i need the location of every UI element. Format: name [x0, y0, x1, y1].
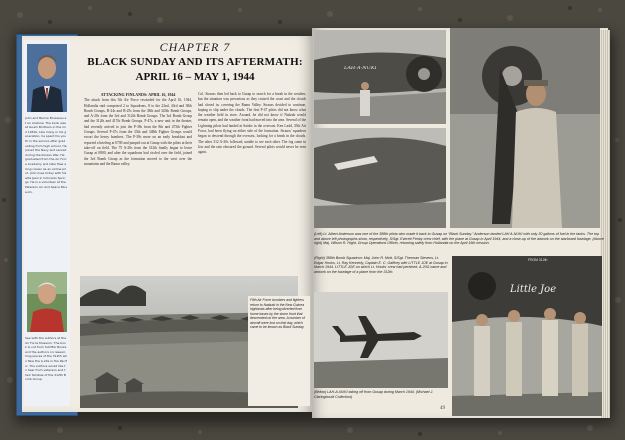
section-heading: ATTACKING FINLANDS: APRIL 16, 1944	[100, 92, 176, 97]
right-body-column: Col. Strauss then led back to Gusap to search for a break in the weather, but the situation was precarious as they cruised the coast and the clouds had closed in, covering the Ramu Valley. Strauss decided to continue, hoping to slip under the clouds. The first P-47 pilots did not know what the weather held in store. Around, he did not know if Nadzab would remain open, and the weather front had moved into the area. Several of the Lightning pilots had landed at Saidor in the overcast. Ken Ladd, 35th Air Force, had been flying on either side of the formation. Strauss' squadron began to descend through the overcast, looking for a break in the clouds. The other 312 A-20s followed, unable to see each other. The fog came in low and the rain obscured the ground. Several pilots would never be seen again.	[198, 92, 306, 155]
aircraft-nose-art-photo	[314, 30, 446, 124]
chapter-title: BLACK SUNDAY AND ITS AFTERMATH:	[87, 56, 303, 68]
aircraft-closeup-photo	[314, 128, 446, 228]
nose-art-little-joe: Little Joe	[510, 284, 557, 295]
caption-bottom-left: (Below) LAH-A-NUKI taking off from Gusap during March 1944. (Michael J. Claringbould Collection)	[314, 390, 434, 399]
pilot-propeller-photo	[450, 28, 600, 228]
caption-top-right: (Left) Lt. Albert Anderson was one of the 388th pilots who made it back to Gusap on “Black Sunday.” Anderson landed LAH A-NUKI with only 30 gallons of fuel in the tanks. The top and above left photographs show, respectively, S/Sgt. Everett Fenby crew chief, with the plane at Gusap in April 1944, and a close-up of the artwork on the starboard fuselage. (Above right) Maj. Wilson R. Hight, Group Operations Officer, returning safely from Hollandia on the April 16th mission.	[314, 232, 604, 245]
photo-label-bottom: FROM 312th	[528, 258, 548, 262]
airfield-photo-caption: Fifth Air Force bombers and fighters return to Nadzab in the New Guinea highlands after being diverted from home bases by the storm front that descended on the area. A number of aircraft were lost on that day, which came to be known as Black Sunday.	[248, 296, 310, 406]
little-joe-crew-photo	[452, 256, 602, 416]
author-bio-text-top: John and Bernie Brusseau at an Airshow. The book was at Guam Brothers in the mid 1950s. Like many in his generation, he spent his youth in the service after graduating from high school. He joined the Navy and served during the Korean War. He graduated from the Air Force Academy and later flew a long career as an airline pilot. John lives today with his wife Jean in Colorado Springs. He is a volunteer at the Peterson Air and Space Museum.	[25, 116, 67, 194]
left-column-text: The attack from this 5th Air Force rescinded for the April 16, 1944, Hollandia raid comprised 2 to Squadrons, 8 to the 22nd, 43rd and 38th Bomb Groups, B-24s and B-25s from the 38th and 345th Bomb Groups, and A-20s from the 3rd and 312th Bomb Groups. The 3rd Bomb Group and the 312th and 417th Bomb Groups, P-47s, a new unit in the theater, had recently arrived to join the P-38s from the 8th and 475th Fighter Groups. Several P-47s from the 35th and 348th Fighter Groups would escort the heavy bombers. The P-38s more on an early breakfast and reported a briefing at 0700 and jumped out at Gusap with the pilots at their take-off on field. The 75 A-20s from the 312th finally began to leave Gusap at 0800, and after the squadrons had circled over the field, joined the 3rd Bomb Group as the formation moved to the west over the mountains and the Ramu valley.	[84, 98, 192, 166]
chapter-label: CHAPTER 7	[159, 40, 231, 54]
page-number-right: 49	[440, 406, 445, 411]
author-portrait-top	[27, 44, 67, 112]
author-portrait-bottom	[27, 272, 67, 332]
chapter-dates: APRIL 16 – MAY 1, 1944	[135, 71, 255, 83]
caption-mid-right: (Right) 388th Bomb Squadron: Maj. John R. Mott, S/Sgt. Therman Stevens, Lt. Edgar Hooks, Lt. Ray Kennedy, Captain E. C. Gaffney with LITTLE JOE at Gusap in March 1944. LITTLE JOE on which Lt. Hooks' crew had perished, A-20G name and artwork on the fuselage of a plane from the 312th.	[314, 256, 448, 274]
a20-takeoff-photo	[314, 292, 448, 388]
nose-art-lah-a-nuki: LAH-A-NUKI	[344, 66, 377, 71]
left-body-column	[84, 92, 192, 270]
author-bio-text-bottom: See with the authors at the Air Force Museum. The book is out from Schiffer Books and the authors on researching pieces of the 312th who flew the A-20s in the Pacific. The authors would like to hear from veterans and their families of the 312th Bomb Group.	[25, 336, 67, 382]
